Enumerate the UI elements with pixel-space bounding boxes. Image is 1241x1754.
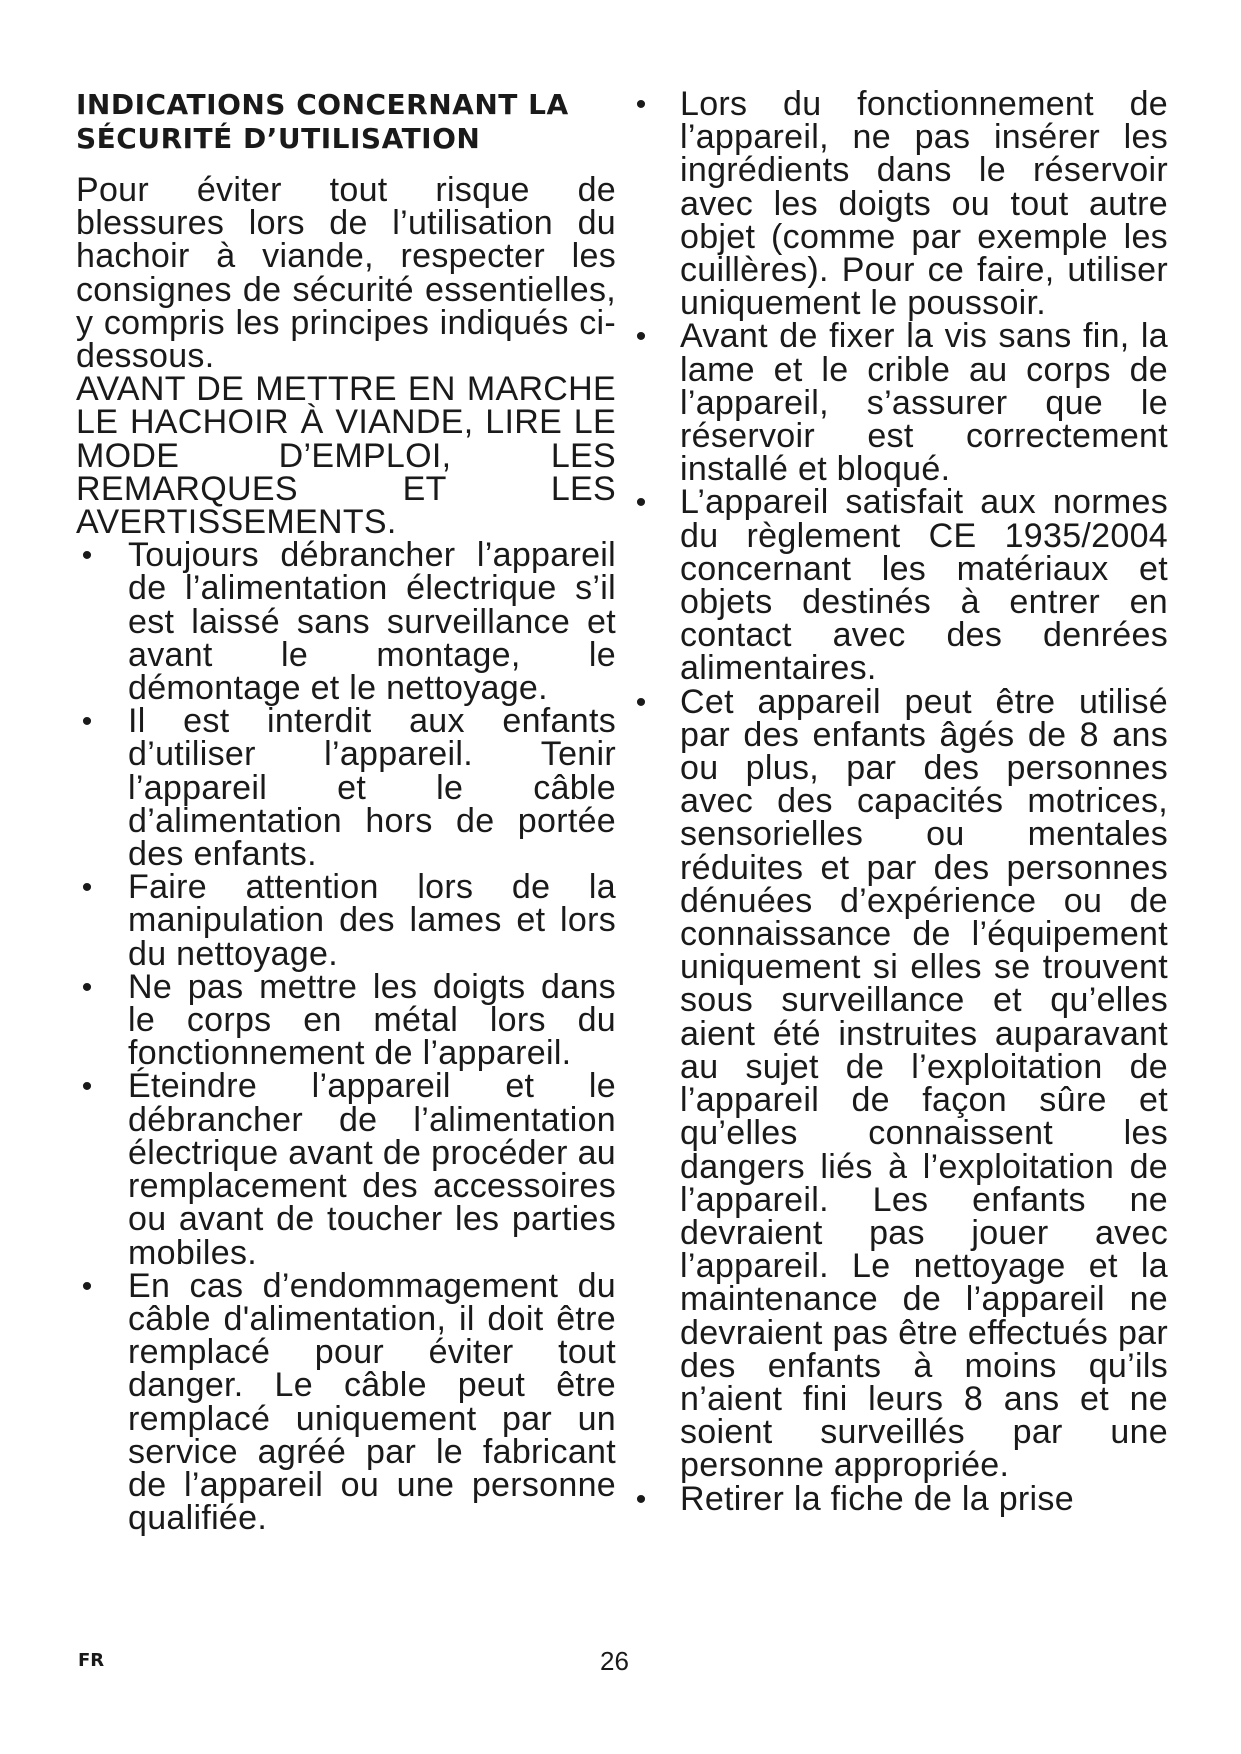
left-bullet-list <box>76 536 616 1538</box>
bullet-text: En cas d’endommagement du câble d'alimentation, il doit être remplacé pour éviter tout danger. Le câble peut être remplacé uniquement par un service agréé par le fabricant de l’appareil ou une personne qualifiée. <box>128 1266 616 1538</box>
bullet-text: Avant de fixer la vis sans fin, la lame et le crible au corps de l’appareil, s’assurer que le réservoir est correctement installé et bloqué. <box>680 317 1168 489</box>
intro-paragraph: Pour éviter tout risque de blessures lors de l’utilisation du hachoir à viande, respecter les consignes de sécurité essentielles, y compris les principes indiqués ci-dessous. <box>76 171 616 376</box>
list-item <box>628 682 1168 1485</box>
bullet-text: Faire attention lors de la manipulation des lames et lors du nettoyage. <box>128 868 616 973</box>
list-item <box>76 967 616 1073</box>
bullet-text: Retirer la fiche de la prise <box>680 1479 1074 1518</box>
footer-language-code: FR <box>78 1650 105 1671</box>
bullet-text: Éteindre l’appareil et le débrancher de l’alimentation électrique avant de procéder au remplacement des accessoires ou avant de toucher les parties mobiles. <box>128 1067 616 1272</box>
bullet-icon: • <box>635 1482 647 1516</box>
bullet-text: Toujours débrancher l’appareil de l’alimentation électrique s’il est laissé sans surveillance et avant le montage, le démontage et le nettoyage. <box>128 536 616 708</box>
bullet-text: Lors du fonctionnement de l’appareil, ne pas insérer les ingrédients dans le réservoir avec les doigts ou tout autre objet (comme par exemple les cuillères). Pour ce faire, utiliser uniquement le poussoir. <box>680 85 1168 323</box>
bullet-icon: • <box>81 871 93 905</box>
bullet-icon: • <box>81 970 93 1004</box>
bullet-icon: • <box>81 1269 93 1303</box>
bullet-text: Il est interdit aux enfants d’utiliser l’appareil. Tenir l’appareil et le câble d’alimentation hors de portée des enfants. <box>128 702 616 874</box>
list-item <box>76 1067 616 1272</box>
list-item <box>76 702 616 874</box>
bullet-text: L’appareil satisfait aux normes du règlement CE 1935/2004 concernant les matériaux et objets destinés à entrer en contact avec des denrées alimentaires. <box>680 483 1168 688</box>
list-item <box>76 536 616 708</box>
left-column <box>76 88 616 1538</box>
bullet-icon: • <box>635 88 647 121</box>
bullet-text: Cet appareil peut être utilisé par des enfants âgés de 8 ans ou plus, par des personnes avec des capacités motrices, sensorielles ou mentales réduites et par des personnes dénuées d’expérience ou de connaissance de l’équipement uniquement si elles se trouvent sous surveillance et qu’elles aient été instruites auparavant au sujet de l’exploitation de l’appareil de façon sûre et qu’elles connaissent les dangers liés à l’exploitation de l’appareil. Les enfants ne devraient pas jouer avec l’appareil. Le nettoyage et la maintenance de l’appareil ne devraient pas être effectués par des enfants à moins qu’ils n’aient fini leurs 8 ans et ne soient surveillés par une personne appropriée. <box>680 682 1168 1485</box>
warning-caps-paragraph: AVANT DE METTRE EN MARCHE LE HACHOIR À VIANDE, LIRE LE MODE D’EMPLOI, LES REMARQUES ET LES AVERTISSEMENTS. <box>76 370 616 542</box>
list-item <box>76 1266 616 1538</box>
heading-line-1: INDICATIONS CONCERNANT LA <box>76 88 569 121</box>
right-bullet-list <box>628 85 1168 1518</box>
bullet-icon: • <box>635 486 647 520</box>
bullet-icon: • <box>635 320 647 354</box>
right-column <box>628 85 1168 1518</box>
list-item <box>628 1479 1168 1518</box>
section-heading <box>76 88 616 156</box>
list-item <box>76 868 616 973</box>
page-number: 26 <box>600 1646 629 1676</box>
bullet-icon: • <box>81 1070 93 1104</box>
bullet-text: Ne pas mettre les doigts dans le corps en métal lors du fonctionnement de l’appareil. <box>128 967 616 1073</box>
list-item <box>628 317 1168 489</box>
list-item <box>628 483 1168 688</box>
heading-line-2: SÉCURITÉ D’UTILISATION <box>76 122 481 155</box>
bullet-icon: • <box>81 705 93 739</box>
bullet-icon: • <box>635 685 647 719</box>
bullet-icon: • <box>81 539 93 573</box>
list-item <box>628 85 1168 323</box>
